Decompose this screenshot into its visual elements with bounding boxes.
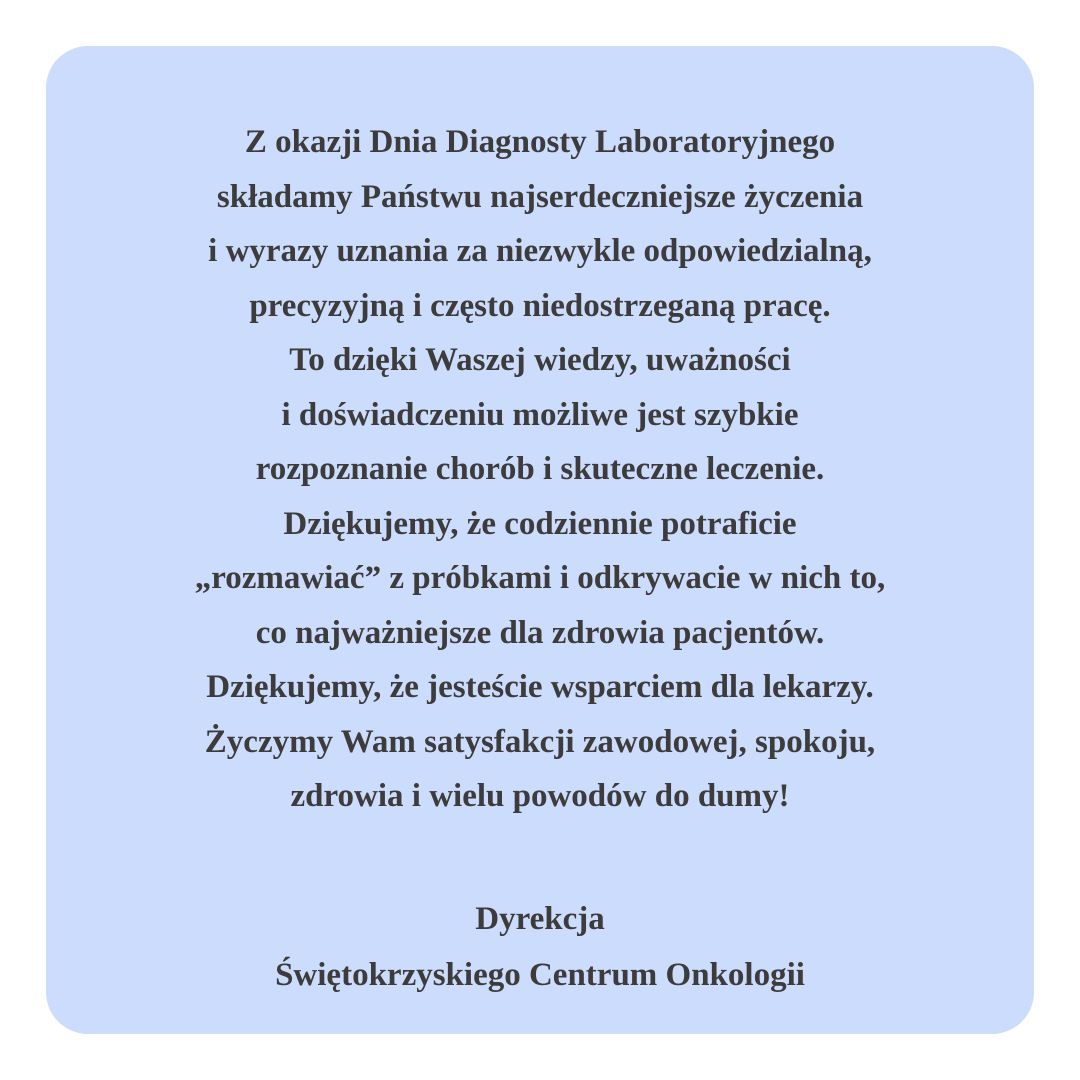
greeting-message xyxy=(46,115,1034,824)
signature-organization: Świętokrzyskiego Centrum Onkologii xyxy=(275,957,805,993)
message-line: Dziękujemy, że codziennie potraficie xyxy=(283,505,797,542)
message-line: precyzyjną i często niedostrzeganą pracę. xyxy=(249,287,831,324)
signature xyxy=(46,891,1034,1003)
message-line: Życzymy Wam satysfakcji zawodowej, spokoju, xyxy=(204,723,876,760)
message-line: Dziękujemy, że jesteście wsparciem dla lekarzy. xyxy=(206,669,874,705)
message-line: składamy Państwu najserdeczniejsze życzenia xyxy=(216,178,864,215)
message-line: Z okazji Dnia Diagnosty Laboratoryjnego xyxy=(244,124,836,160)
message-line: To dzięki Waszej wiedzy, uważności xyxy=(289,342,791,378)
signature-title: Dyrekcja xyxy=(475,901,605,937)
greeting-card xyxy=(46,46,1034,1034)
message-line: „rozmawiać” z próbkami i odkrywacie w nich to, xyxy=(194,560,886,596)
message-line: co najważniejsze dla zdrowia pacjentów. xyxy=(255,614,825,651)
message-line: i doświadczeniu możliwe jest szybkie xyxy=(281,396,799,433)
message-line: rozpoznanie chorób i skuteczne leczenie. xyxy=(255,451,825,487)
message-line: i wyrazy uznania za niezwykle odpowiedzialną, xyxy=(208,233,872,269)
message-line: zdrowia i wielu powodów do dumy! xyxy=(290,778,790,814)
